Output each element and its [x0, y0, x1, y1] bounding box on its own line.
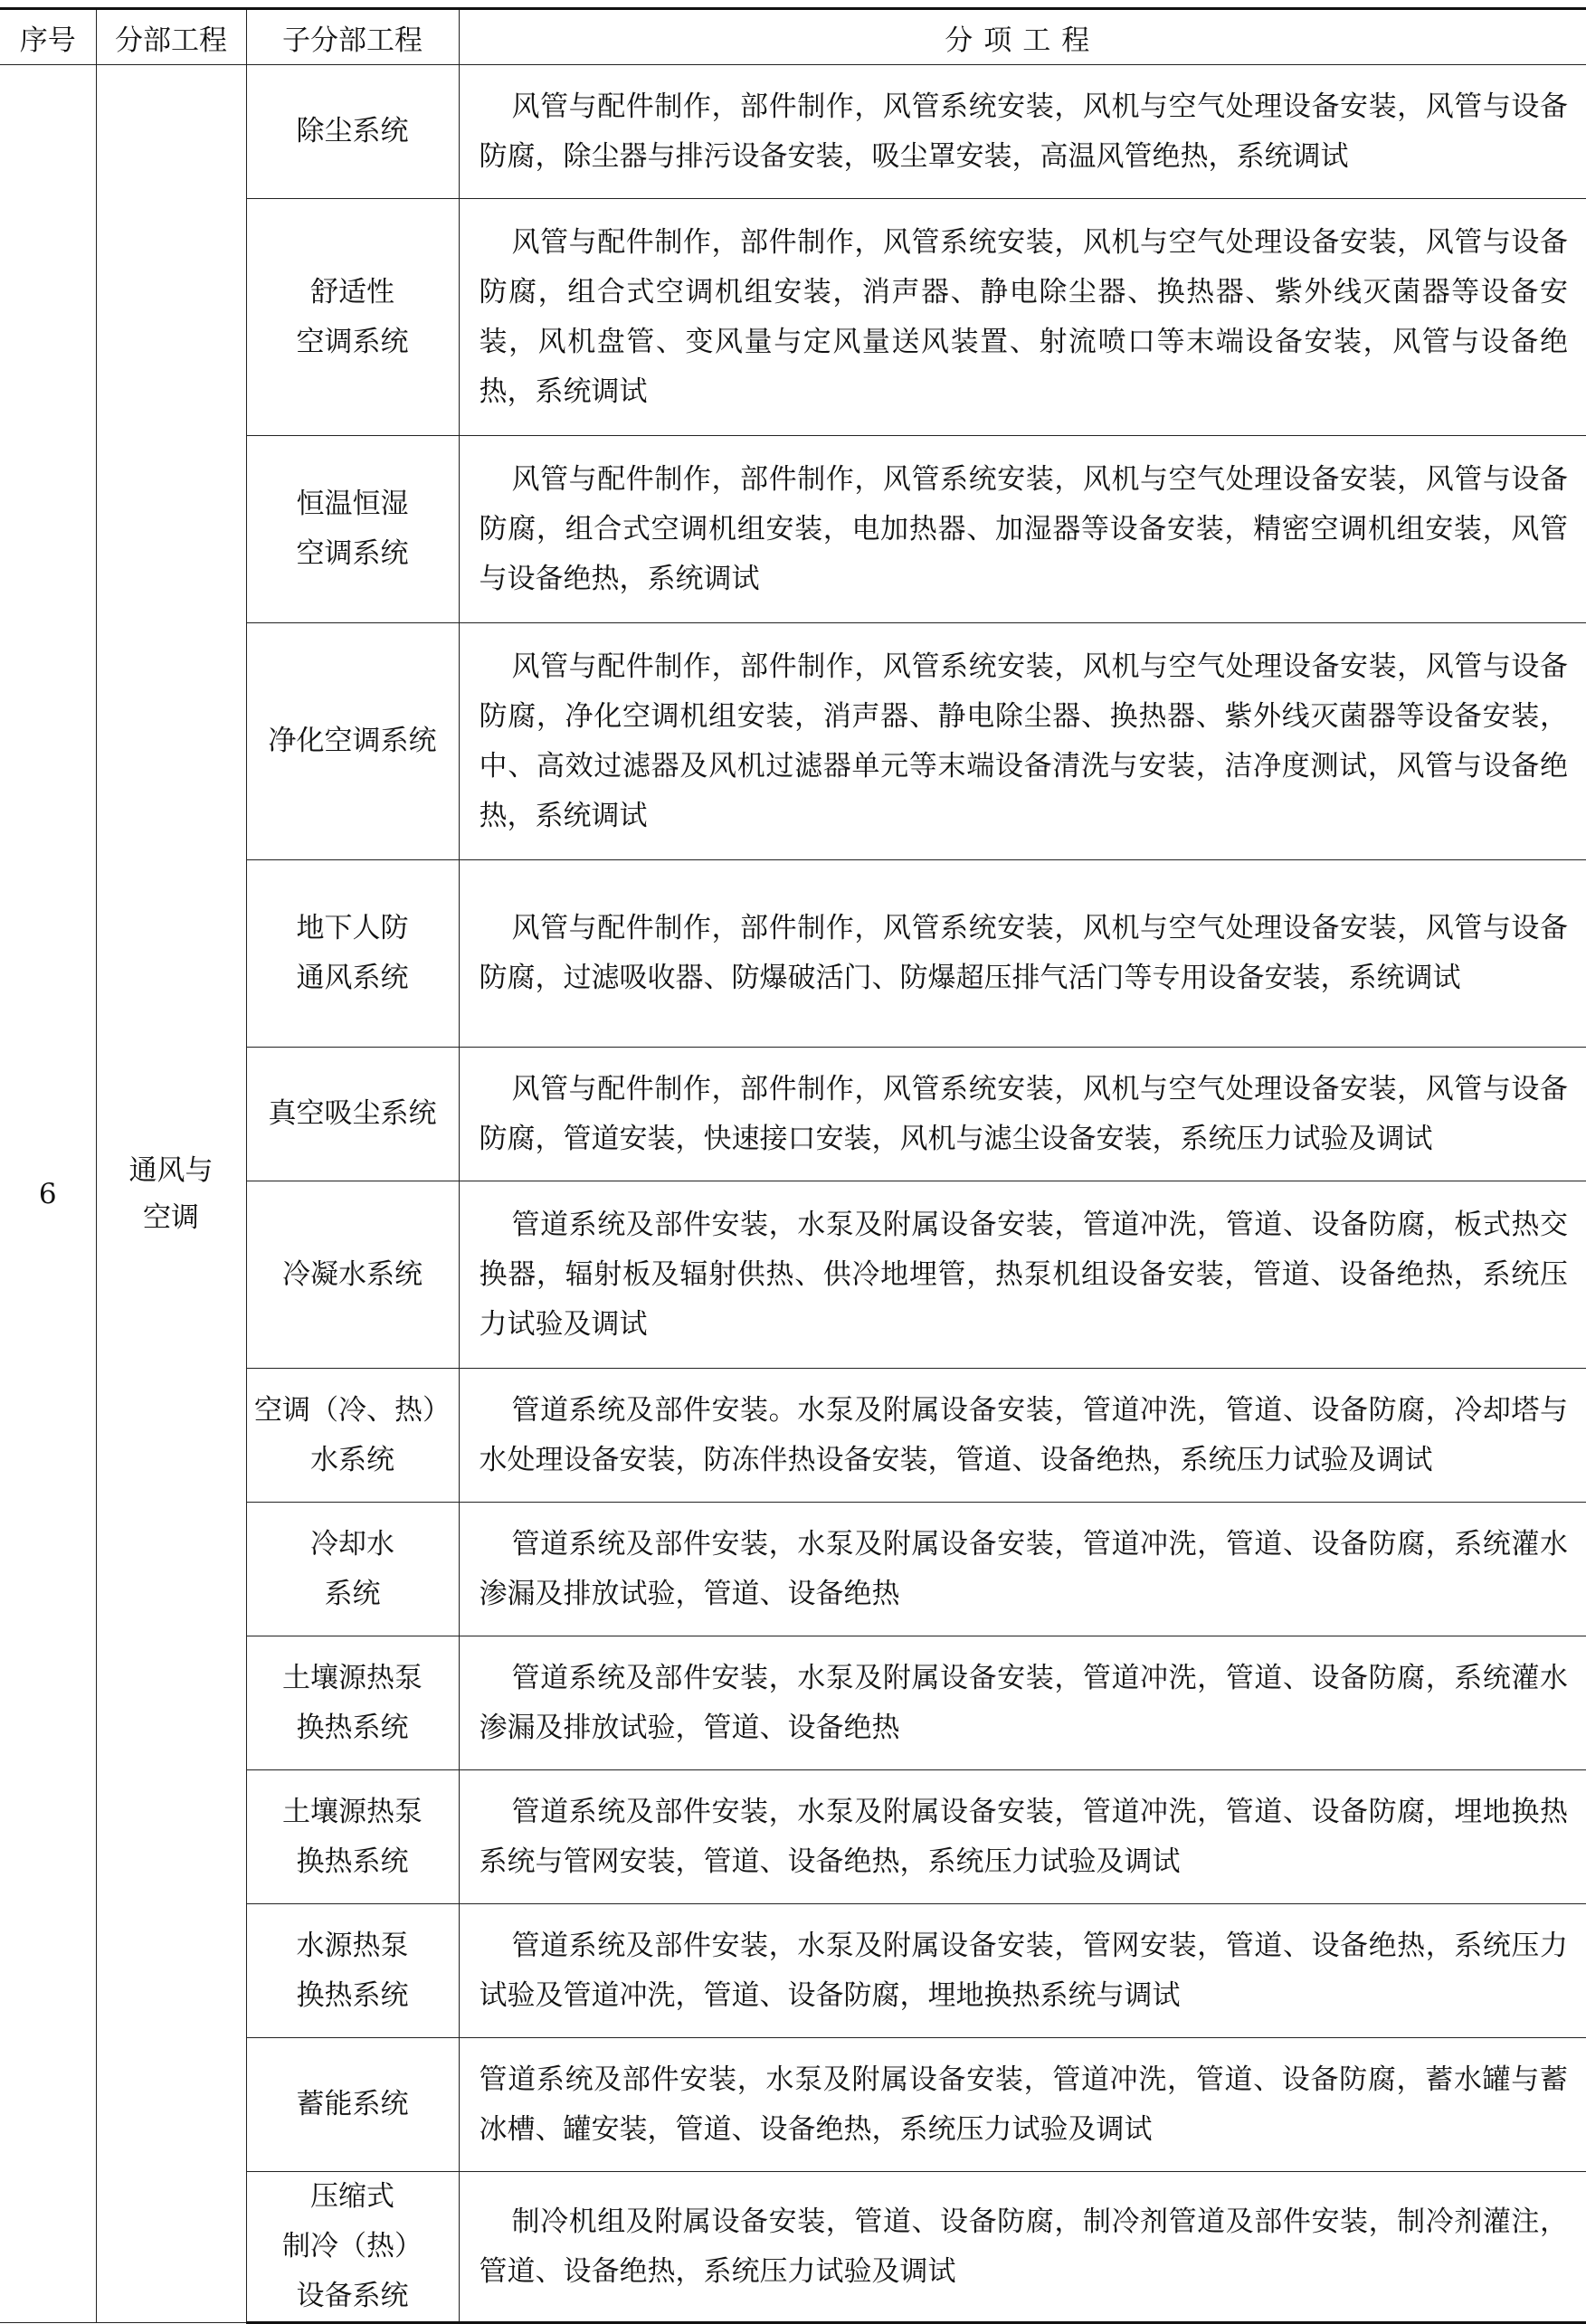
subdivision-name: [246, 1369, 459, 1503]
item-list-cell: [459, 860, 1586, 1048]
subdivision-name-line: 压缩式: [310, 2180, 394, 2213]
subdivision-name-line: 土壤源热泵: [282, 1795, 423, 1828]
item-list-cell: [459, 1770, 1586, 1904]
engineering-division-table: [0, 7, 1586, 2324]
subdivision-name: [246, 2172, 459, 2323]
table-row: [0, 65, 1586, 199]
group-number: 6: [0, 65, 96, 2323]
division-name: [96, 65, 246, 2323]
item-list-text: 管道系统及部件安装，水泵及附属设备安装，管道冲洗，管道、设备防腐，埋地换热系统与管网安装，管道、设备绝热，系统压力试验及调试: [479, 1795, 1568, 1878]
subdivision-name-line: 真空吸尘系统: [268, 1097, 437, 1130]
subdivision-name: [246, 1181, 459, 1369]
subdivision-name-line: 净化空调系统: [268, 725, 437, 757]
item-list-text: 风管与配件制作，部件制作，风管系统安装，风机与空气处理设备安装，风管与设备防腐，管道安装，快速接口安装，风机与滤尘设备安装，系统压力试验及调试: [479, 1072, 1568, 1155]
item-list-cell: [459, 436, 1586, 623]
subdivision-name: [246, 1904, 459, 2038]
subdivision-name: [246, 199, 459, 436]
subdivision-name-line: 换热系统: [296, 1711, 409, 1744]
subdivision-name-line: 冷凝水系统: [282, 1257, 423, 1291]
subdivision-name: [246, 623, 459, 860]
item-list-cell: [459, 2038, 1586, 2172]
subdivision-name: [246, 1770, 459, 1904]
subdivision-name-line: 空调系统: [296, 537, 409, 570]
header-no: 序号: [0, 9, 96, 65]
item-list-text: 管道系统及部件安装，水泵及附属设备安装，管道冲洗，管道、设备防腐，系统灌水渗漏及排放试验，管道、设备绝热: [479, 1527, 1568, 1610]
subdivision-name: [246, 1048, 459, 1181]
item-list-cell: [459, 623, 1586, 860]
item-list-text: 管道系统及部件安装，水泵及附属设备安装，管道冲洗，管道、设备防腐，板式热交换器，辐射板及辐射供热、供冷地埋管，热泵机组设备安装，管道、设备绝热，系统压力试验及调试: [479, 1208, 1568, 1341]
item-list-cell: [459, 1369, 1586, 1503]
item-list-cell: [459, 1904, 1586, 2038]
item-list-text: 风管与配件制作，部件制作，风管系统安装，风机与空气处理设备安装，风管与设备防腐，组合式空调机组安装，消声器、静电除尘器、换热器、紫外线灭菌器等设备安装，风机盘管、变风量与定风量送风装置、射流喷口等末端设备安装，风管与设备绝热，系统调试: [479, 225, 1568, 408]
item-list-cell: [459, 199, 1586, 436]
table-header: [0, 9, 1586, 65]
item-list-cell: [459, 1181, 1586, 1369]
header-division: 分部工程: [96, 9, 246, 65]
subdivision-name: [246, 1636, 459, 1770]
subdivision-name: [246, 860, 459, 1048]
subdivision-name-line: 制冷（热）: [282, 2230, 423, 2262]
item-list-cell: [459, 65, 1586, 199]
subdivision-name-line: 地下人防: [296, 912, 409, 944]
subdivision-name: [246, 1503, 459, 1636]
division-name-line: 通风与: [128, 1153, 214, 1187]
subdivision-name-line: 换热系统: [296, 1845, 409, 1878]
item-list-text: 管道系统及部件安装。水泵及附属设备安装，管道冲洗，管道、设备防腐，冷却塔与水处理设备安装，防冻伴热设备安装，管道、设备绝热，系统压力试验及调试: [479, 1393, 1568, 1476]
item-list-text: 管道系统及部件安装，水泵及附属设备安装，管道冲洗，管道、设备防腐，系统灌水渗漏及排放试验，管道、设备绝热: [479, 1661, 1568, 1744]
subdivision-name: [246, 2038, 459, 2172]
item-list-text: 制冷机组及附属设备安装，管道、设备防腐，制冷剂管道及部件安装，制冷剂灌注，管道、设备绝热，系统压力试验及调试: [479, 2205, 1568, 2288]
subdivision-name-line: 蓄能系统: [296, 2088, 409, 2120]
subdivision-name-line: 空调（冷、热）: [254, 1393, 451, 1427]
subdivision-name-line: 系统: [324, 1577, 381, 1610]
division-name-line: 空调: [143, 1200, 199, 1234]
subdivision-name-line: 空调系统: [296, 325, 409, 358]
item-list-cell: [459, 1636, 1586, 1770]
header-subdivision: 子分部工程: [246, 9, 459, 65]
header-row: [0, 9, 1586, 65]
item-list-text: 风管与配件制作，部件制作，风管系统安装，风机与空气处理设备安装，风管与设备防腐，除尘器与排污设备安装，吸尘罩安装，高温风管绝热，系统调试: [479, 90, 1568, 173]
subdivision-name-line: 土壤源热泵: [282, 1661, 423, 1694]
item-list-text: 管道系统及部件安装，水泵及附属设备安装，管道冲洗，管道、设备防腐，蓄水罐与蓄冰槽、罐安装，管道、设备绝热，系统压力试验及调试: [479, 2063, 1568, 2146]
table-body: [0, 65, 1586, 2323]
item-list-text: 风管与配件制作，部件制作，风管系统安装，风机与空气处理设备安装，风管与设备防腐，过滤吸收器、防爆破活门、防爆超压排气活门等专用设备安装，系统调试: [479, 912, 1568, 994]
item-list-text: 风管与配件制作，部件制作，风管系统安装，风机与空气处理设备安装，风管与设备防腐，净化空调机组安装，消声器、静电除尘器、换热器、紫外线灭菌器等设备安装，中、高效过滤器及风机过滤器单元等末端设备清洗与安装，洁净度测试，风管与设备绝热，系统调试: [479, 650, 1568, 832]
subdivision-name-line: 除尘系统: [296, 115, 409, 147]
header-items: 分项工程: [459, 9, 1586, 65]
subdivision-name-line: 设备系统: [296, 2280, 409, 2312]
item-list-text: 风管与配件制作，部件制作，风管系统安装，风机与空气处理设备安装，风管与设备防腐，组合式空调机组安装，电加热器、加湿器等设备安装，精密空调机组安装，风管与设备绝热，系统调试: [479, 462, 1568, 595]
subdivision-name-line: 冷却水: [310, 1527, 394, 1560]
subdivision-name-line: 水系统: [310, 1443, 394, 1476]
subdivision-name: [246, 436, 459, 623]
subdivision-name-line: 水源热泵: [296, 1929, 409, 1962]
item-list-cell: [459, 1048, 1586, 1181]
subdivision-name: [246, 65, 459, 199]
item-list-cell: [459, 1503, 1586, 1636]
subdivision-name-line: 换热系统: [296, 1978, 409, 2012]
subdivision-name-line: 恒温恒湿: [296, 488, 409, 520]
subdivision-name-line: 通风系统: [296, 962, 409, 994]
item-list-text: 管道系统及部件安装，水泵及附属设备安装，管网安装，管道、设备绝热，系统压力试验及管道冲洗，管道、设备防腐，埋地换热系统与调试: [479, 1929, 1568, 2012]
subdivision-name-line: 舒适性: [310, 275, 394, 308]
item-list-cell: [459, 2172, 1586, 2323]
